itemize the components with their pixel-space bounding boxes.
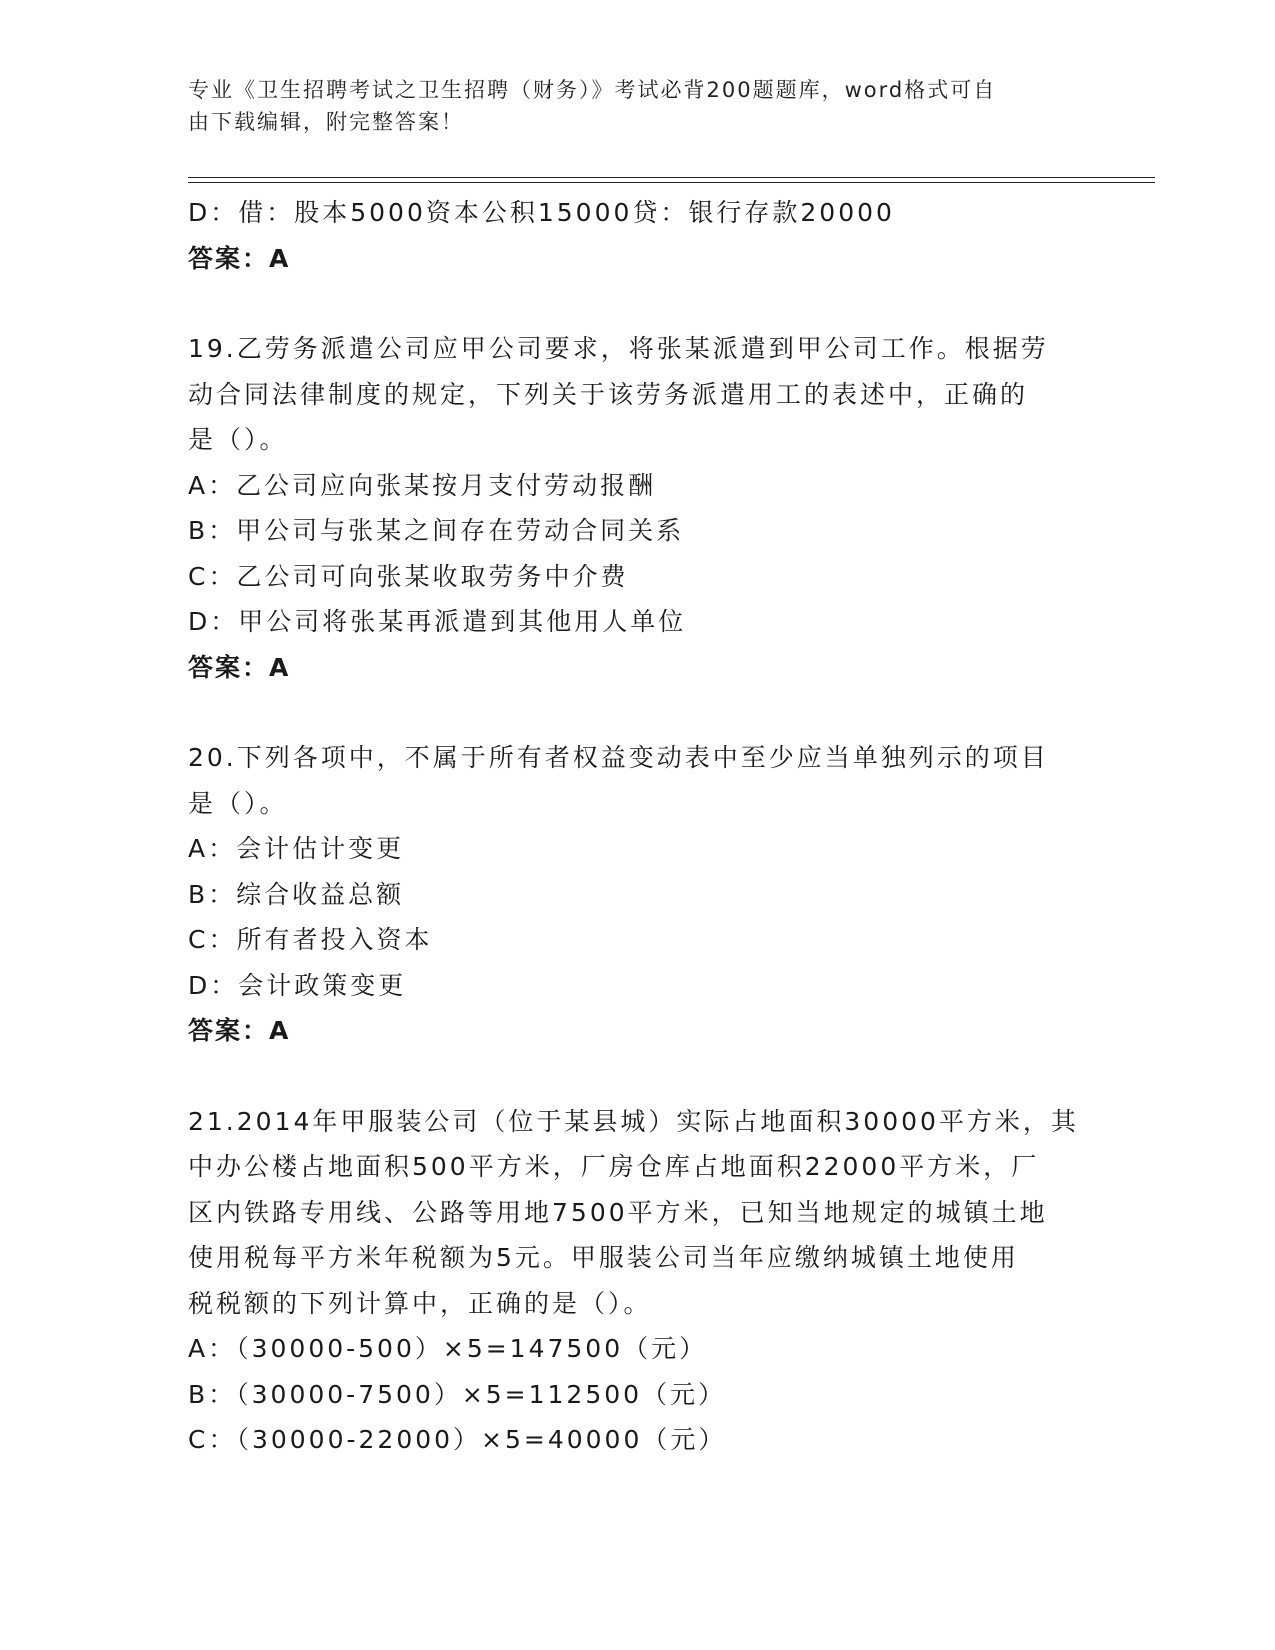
option-d: D：会计政策变更 — [188, 970, 407, 1000]
option-a: A：（30000-500）×5=147500（元） — [188, 1334, 708, 1363]
answer-line: 答案：A — [188, 652, 291, 682]
stem-line: 使用税每平方米年税额为5元。甲服装公司当年应缴纳城镇土地使用 — [188, 1243, 1019, 1272]
header-line: 由下载编辑，附完整答案！ — [188, 110, 464, 134]
document-body — [188, 190, 1088, 1463]
answer-line: 答案：A — [188, 1016, 291, 1045]
question-stem — [188, 735, 1088, 826]
prev-question-tail — [188, 190, 1088, 281]
stem-line: 税税额的下列计算中，正确的是（）。 — [188, 1288, 652, 1318]
stem-line: 是（）。 — [188, 425, 288, 454]
question-21 — [188, 1099, 1088, 1463]
option-d: D：借：股本5000资本公积15000贷：银行存款20000 — [188, 198, 895, 227]
answer-line: 答案：A — [188, 243, 291, 273]
question-20 — [188, 735, 1088, 1054]
header-line: 专业《卫生招聘考试之卫生招聘（财务）》考试必背200题题库，word格式可自 — [188, 78, 997, 102]
option-c: C：乙公司可向张某收取劳务中介费 — [188, 561, 629, 591]
question-19 — [188, 326, 1088, 690]
stem-line: 19.乙劳务派遣公司应甲公司要求，将张某派遣到甲公司工作。根据劳 — [188, 334, 1049, 363]
stem-line: 中办公楼占地面积500平方米，厂房仓库占地面积22000平方米，厂 — [188, 1152, 1040, 1181]
question-stem — [188, 326, 1088, 463]
header-divider — [188, 177, 1155, 178]
stem-line: 20.下列各项中，不属于所有者权益变动表中至少应当单独列示的项目 — [188, 743, 1049, 772]
document-header — [188, 74, 1068, 138]
option-a: A：会计估计变更 — [188, 834, 405, 863]
stem-line: 21.2014年甲服装公司（位于某县城）实际占地面积30000平方米，其 — [188, 1106, 1079, 1136]
option-a: A：乙公司应向张某按月支付劳动报酬 — [188, 470, 657, 500]
question-stem — [188, 1099, 1088, 1327]
option-c: C：所有者投入资本 — [188, 925, 433, 954]
option-b: B：甲公司与张某之间存在劳动合同关系 — [188, 516, 685, 545]
option-d: D：甲公司将张某再派遣到其他用人单位 — [188, 607, 687, 636]
option-b: B：（30000-7500）×5=112500（元） — [188, 1379, 727, 1409]
header-divider — [188, 182, 1155, 183]
stem-line: 区内铁路专用线、公路等用地7500平方米，已知当地规定的城镇土地 — [188, 1197, 1048, 1227]
option-c: C：（30000-22000）×5=40000（元） — [188, 1425, 727, 1454]
stem-line: 是（）。 — [188, 788, 288, 818]
option-b: B：综合收益总额 — [188, 879, 405, 909]
stem-line: 动合同法律制度的规定，下列关于该劳务派遣用工的表述中，正确的 — [188, 379, 1029, 409]
